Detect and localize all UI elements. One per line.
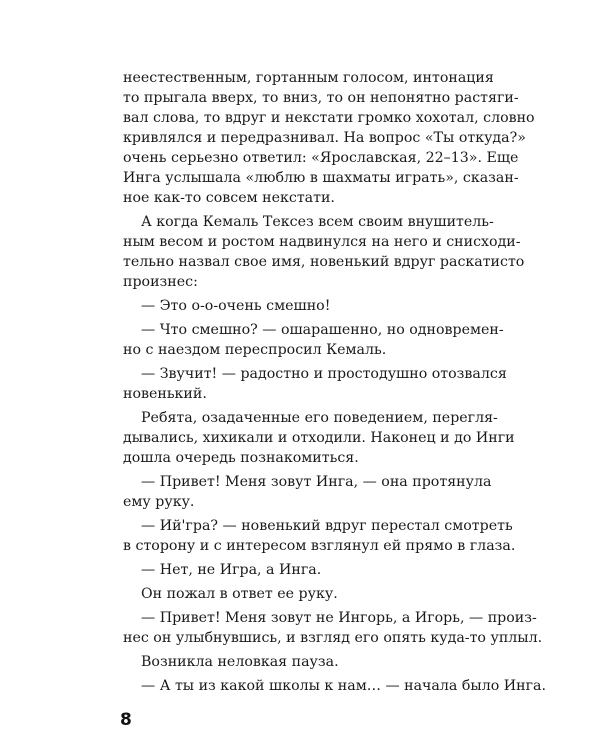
text-line: новенький. <box>123 386 207 402</box>
text-line: Инга услышала «люблю в шахматы играть», сказан- <box>123 170 519 186</box>
text-line: дошла очередь познакомиться. <box>123 450 359 466</box>
text-line: очень серьезно ответил: «Ярославская, 22–13». Еще <box>123 150 519 166</box>
text-line: — Ий'гра? — новенький вдруг перестал смотреть <box>141 518 513 534</box>
text-line: в сторону и с интересом взглянул ей прямо в глаза. <box>123 538 516 554</box>
body-text <box>123 68 547 696</box>
text-line: — А ты из какой школы к нам… — начала было Инга. <box>141 678 547 694</box>
text-line: — Что смешно? — ошарашенно, но одновремен- <box>141 322 504 338</box>
text-line: тельно назвал свое имя, новенький вдруг раскатисто <box>123 254 525 270</box>
text-line: но с наездом переспросил Кемаль. <box>123 342 387 358</box>
text-line: — Звучит! — радостно и простодушно отозвался <box>141 366 507 382</box>
text-line: — Привет! Меня зовут Инга, — она протянула <box>141 474 492 490</box>
text-line: неестественным, гортанным голосом, интонация <box>123 70 494 86</box>
text-line: нес он улыбнувшись, и взгляд его опять куда-то уплыл. <box>123 630 543 646</box>
text-line: А когда Кемаль Тексез всем своим внушитель- <box>141 214 494 230</box>
text-line: ное как-то совсем некстати. <box>123 190 335 206</box>
page-number: 8 <box>120 710 132 730</box>
text-line: кривлялся и передразнивал. На вопрос «Ты откуда?» <box>123 130 526 146</box>
text-line: — Нет, не Игра, а Инга. <box>141 562 322 578</box>
text-line: вал слова, то вдруг и некстати громко хохотал, словно <box>123 110 535 126</box>
text-line: Ребята, озадаченные его поведением, перегля- <box>141 410 498 426</box>
text-line: ным весом и ростом надвинулся на него и снисходи- <box>123 234 521 250</box>
text-line: произнес: <box>123 274 198 290</box>
text-line: — Привет! Меня зовут не Ингорь, а Игорь, — произ- <box>141 610 537 626</box>
text-line: дывались, хихикали и отходили. Наконец и до Инги <box>123 430 515 446</box>
text-line: то прыгала вверх, то вниз, то он непонятно растяги- <box>123 90 519 106</box>
text-line: Возникла неловкая пауза. <box>141 654 339 670</box>
text-line: Он пожал в ответ ее руку. <box>141 586 338 602</box>
text-line: ему руку. <box>123 494 195 510</box>
text-line: — Это о-о-очень смешно! <box>141 298 331 314</box>
